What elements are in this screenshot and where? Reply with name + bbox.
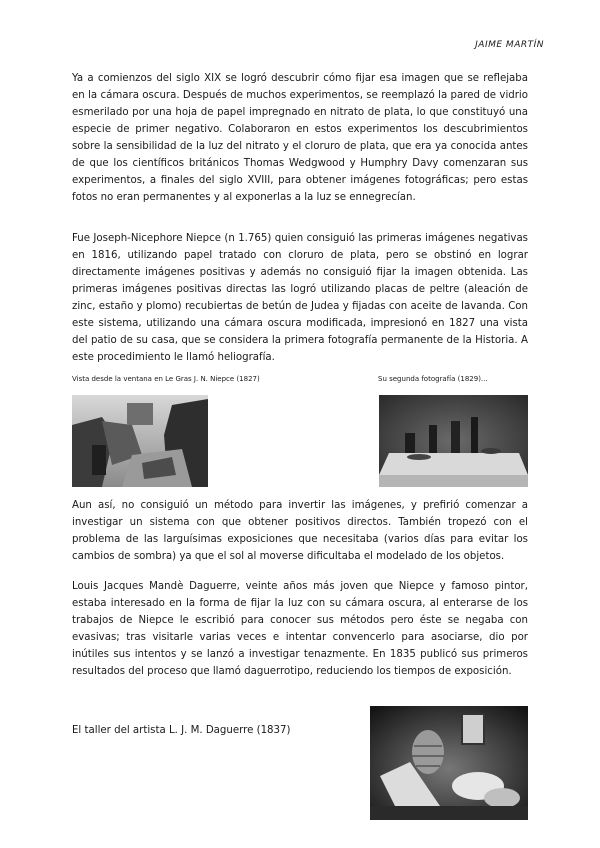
paragraph-niepce: Fue Joseph-Nicephore Niepce (n 1.765) quien consiguió las primeras imágenes negativas en 1816, utilizando papel tratado con cloruro de plata, pero se obstinó en lograr directamente imágenes positivas y además no consiguió fijar la imagen obtenida. Las primeras imágenes positivas directas las logró utilizando placas de peltre (aleación de zinc, estaño y plomo) recubiertas de betún de Judea y fijadas con aceite de lavanda. Con este sistema, utilizando una cámara oscura modificada, impresionó en 1827 una vista del patio de su casa, que se considera la primera fotografía permanente de la Historia. A este procedimiento le llamó heliografía.: [72, 233, 528, 363]
daguerre-studio-photo: [370, 706, 528, 820]
caption-second-photo: Su segunda fotografía (1829)...: [378, 375, 488, 383]
niepce-still-life-photo: [379, 395, 528, 487]
caption-le-gras-photo: Vista desde la ventana en Le Gras J. N. Niepce (1827): [72, 375, 260, 383]
caption-daguerre-studio: El taller del artista L. J. M. Daguerre (1837): [72, 725, 291, 736]
page-header-author: JAIME MARTÍN: [475, 40, 544, 50]
le-gras-window-photo: [72, 395, 208, 487]
paragraph-camera-obscura: Ya a comienzos del siglo XIX se logró descubrir cómo fijar esa imagen que se reflejaba en la cámara oscura. Después de muchos experimentos, se reemplazó la pared de vidrio esmerilado por una hoja de papel impregnado en nitrato de plata, lo que constituyó una especie de primer negativo. Colaboraron en estos experimentos los descubrimientos sobre la sensibilidad de la luz del nitrato y el cloruro de plata, que era ya conocida antes de que los científicos británicos Thomas Wedgwood y Humphry Davy comenzaran sus experimentos, a finales del siglo XVIII, para obtener imágenes fotográficas; pero estas fotos no eran permanentes y al exponerlas a la luz se ennegrecían.: [72, 73, 528, 203]
paragraph-exposure-problem: Aun así, no consiguió un método para invertir las imágenes, y prefirió comenzar a investigar un sistema con que obtener positivos directos. También tropezó con el problema de las larguísimas exposiciones que necesitaba (varios días para evitar los cambios de sombra) ya que el sol al moverse dificultaba el modelado de los objetos.: [72, 500, 528, 562]
paragraph-daguerre: Louis Jacques Mandè Daguerre, veinte años más joven que Niepce y famoso pintor, estaba interesado en la forma de fijar la luz con su cámara oscura, al enterarse de los trabajos de Niepce le escribió para conocer sus métodos pero éste se negaba con evasivas; tras visitarle varias veces e intentar convencerlo para asociarse, dio por inútiles sus intentos y se lanzó a investigar tenazmente. En 1835 publicó sus primeros resultados del proceso que llamó daguerrotipo, reduciendo los tiempos de exposición.: [72, 581, 528, 677]
